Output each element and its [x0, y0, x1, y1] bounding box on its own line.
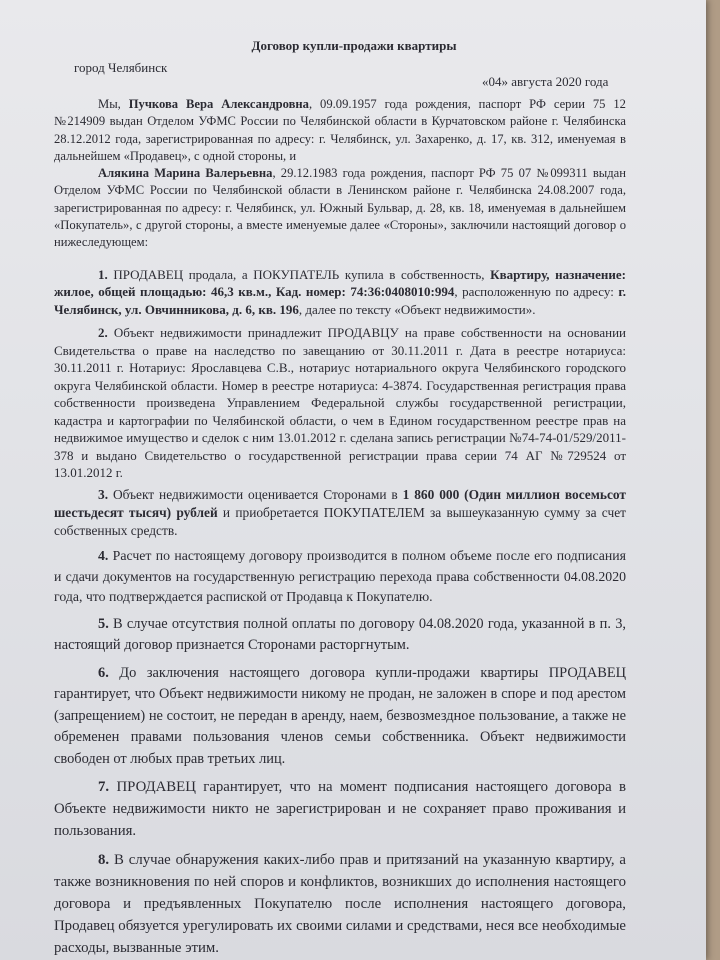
section-number: 4.	[98, 548, 109, 564]
section-6	[54, 663, 626, 770]
section-5	[54, 614, 626, 657]
seller-details: , 09.09.1957 года рождения, паспорт РФ серии 75 12 №214909 выдан Отделом УФМС России по Челябинской области в Курчатовском районе г. Челябинска 28.12.2012 года, зарегистрированная по адресу: г. Челябинск, ул. Захаренко, д. 17, кв. 312, именуемая в дальнейшем «Продавец», с одной стороны, и	[54, 97, 626, 163]
section-3	[54, 486, 626, 541]
intro-buyer-paragraph	[54, 165, 626, 251]
section-text: До заключения настоящего договора купли-продажи квартиры ПРОДАВЕЦ гарантирует, что Объект недвижимости никому не продан, не заложен в споре и под арестом (запрещением) не состоит, не передан в аренду, наем, безвозмездное пользование, а также не обременен правами пользования членов семьи собственника. Объект недвижимости свободен от любых прав третьих лиц.	[54, 664, 626, 767]
document-date: «04» августа 2020 года	[482, 74, 609, 89]
section-number: 1.	[98, 266, 108, 282]
section-text: , расположенную по адресу:	[454, 284, 619, 300]
price: 1 860 000 (Один миллион восемьсот шестьдесят тысяч) рублей	[54, 486, 626, 520]
document-body	[54, 96, 626, 960]
property-description: Квартиру, назначение: жилое, общей площадью: 46,3 кв.м., Кад. номер: 74:36:0408010:994	[54, 266, 626, 300]
document-title: Договор купли-продажи квартиры	[251, 38, 457, 53]
section-text: В случае отсутствия полной оплаты по договору 04.08.2020 года, указанной в п. 3, настоящий договор признается Сторонами расторгнутым.	[54, 616, 626, 654]
section-2	[54, 324, 626, 482]
section-4	[54, 546, 626, 608]
section-number: 5.	[98, 616, 109, 633]
document-city: город Челябинск	[74, 60, 168, 75]
section-number: 7.	[98, 778, 110, 795]
intro-seller-paragraph	[54, 96, 626, 165]
section-number: 3.	[98, 486, 109, 502]
section-number: 8.	[98, 851, 110, 868]
section-1	[54, 266, 626, 319]
section-text: В случае обнаружения каких-либо прав и притязаний на указанную квартиру, а также возникновения по ней споров и конфликтов, возникших до исполнения настоящего договора и предъявленных Покупателю после исполнения настоящего договора, Продавец обязуется урегулировать их своими силами и средствами, неся все необходимые расходы, вызванные этим.	[54, 851, 626, 957]
buyer-name: Алякина Марина Валерьевна	[98, 166, 273, 181]
buyer-details: , 29.12.1983 года рождения, паспорт РФ 75 07 №099311 выдан Отделом УФМС России по Челябинской области в Ленинском районе г. Челябинска 24.08.2007 года, зарегистрированная по адресу: г. Челябинск, ул. Южный Бульвар, д. 28, кв. 18, именуемая в дальнейшем «Покупатель», с другой стороны, а вместе именуемые далее «Стороны», заключили настоящий договор о нижеследующем:	[54, 166, 627, 250]
section-number: 6.	[98, 664, 109, 681]
property-address: г. Челябинск, ул. Овчинникова, д. 6, кв. 196	[54, 284, 626, 317]
section-7	[54, 776, 626, 843]
intro-text: Мы,	[98, 97, 129, 111]
section-text: и приобретается ПОКУПАТЕЛЕМ за вышеуказанную сумму за счет собственных средств.	[54, 504, 626, 539]
section-text: , далее по тексту «Объект недвижимости».	[298, 301, 536, 317]
section-text: Объект недвижимости оценивается Сторонами в	[108, 486, 403, 502]
section-number: 2.	[98, 325, 108, 341]
section-text: ПРОДАВЕЦ гарантирует, что на момент подписания настоящего договора в Объекте недвижимости никто не зарегистрирован и не сохраняет право проживания и пользования.	[54, 778, 626, 840]
section-text: Расчет по настоящему договору производится в полном объеме после его подписания и сдачи документов на государственную регистрацию перехода права собственности 04.08.2020 года, что подтверждается распиской от Продавца к Покупателю.	[54, 548, 626, 605]
section-text: Объект недвижимости принадлежит ПРОДАВЦУ на праве собственности на основании Свидетельства о праве на наследство по завещанию от 30.11.2011 г. Дата в реестре нотариуса: 30.11.2011 г. Нотариус: Ярославцева С.В., нотариус нотариального округа Челябинского городского округа Челябинской области. Номер в реестре нотариуса: 4-3874. Государственная регистрация права собственности произведена Управлением Федеральной службы государственной регистрации, кадастра и картографии по Челябинской области, о чем в Едином государственном реестре прав на недвижимое имущество и сделок с ним 13.01.2012 г. сделана запись регистрации №74-74-01/529/2011-378 и выдано Свидетельство о государственной регистрации права серии 74 АГ №729524 от 13.01.2012 г.	[54, 325, 626, 481]
section-8	[54, 849, 626, 960]
section-text: ПРОДАВЕЦ продала, а ПОКУПАТЕЛЬ купила в собственность,	[107, 266, 491, 282]
seller-name: Пучкова Вера Александровна	[128, 97, 309, 111]
